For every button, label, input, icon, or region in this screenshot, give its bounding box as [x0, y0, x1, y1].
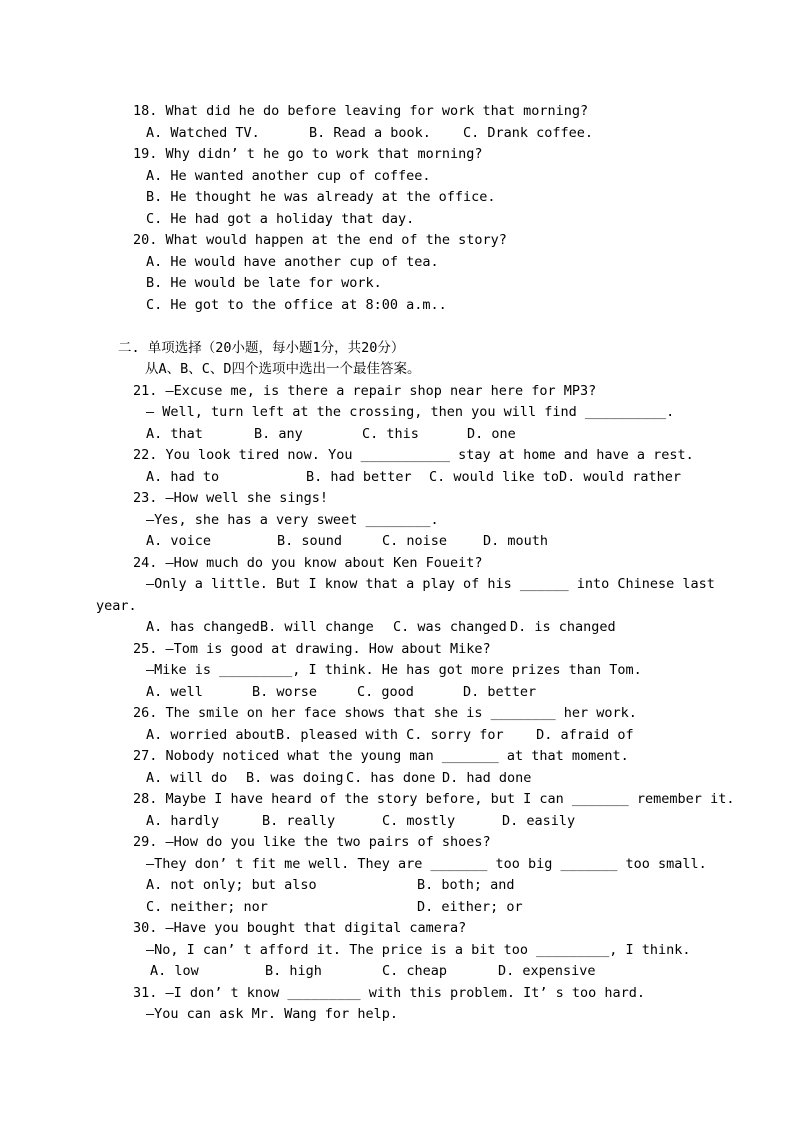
options-28-seg-1: B. really: [262, 812, 336, 829]
options-25-seg-0: A. well: [146, 683, 203, 700]
options-27-seg-0: A. will do: [146, 769, 228, 786]
options-24-seg-2: C. was changed: [393, 619, 507, 635]
question-23: 23. —How well she sings!: [133, 490, 329, 506]
options-25: [0, 682, 794, 704]
options-23-seg-0: A. voice: [146, 533, 212, 549]
question-27: 27. Nobody noticed what the young man _______ at that moment.: [133, 748, 629, 764]
question-26: 26. The smile on her face shows that she is ________ her work.: [133, 705, 637, 721]
option-20-c: C. He got to the office at 8:00 a.m..: [146, 296, 447, 313]
options-28-seg-3: D. easily: [502, 812, 576, 829]
options-28-seg-0: A. hardly: [146, 812, 220, 829]
options-29-row-1: [0, 875, 794, 897]
options-27: [0, 768, 794, 790]
options-21: [0, 424, 794, 446]
question-31: 31. —I don’ t know _________ with this problem. It’ s too hard.: [133, 984, 646, 1001]
question-21-reply: — Well, turn left at the crossing, then you will find __________.: [146, 404, 675, 420]
options-21-seg-0: A. that: [146, 425, 203, 442]
option-19-a: A. He wanted another cup of coffee.: [146, 167, 431, 184]
options-24: [0, 617, 794, 639]
question-31-reply: —You can ask Mr. Wang for help.: [146, 1006, 398, 1022]
question-20: 20. What would happen at the end of the story?: [133, 232, 507, 248]
options-24-seg-3: D. is changed: [510, 619, 616, 635]
options-29-row-1-seg-0: A. not only; but also: [146, 877, 317, 893]
options-23-seg-2: C. noise: [382, 533, 448, 549]
options-29-row-2-seg-1: D. either; or: [417, 898, 523, 915]
question-24-reply-wrap: year.: [96, 597, 137, 614]
question-30-reply: —No, I can’ t afford it. The price is a bit too _________, I think.: [146, 941, 691, 958]
options-18-seg-0: A. Watched TV.: [146, 124, 260, 141]
options-30-seg-2: C. cheap: [382, 963, 448, 979]
options-30-seg-1: B. high: [265, 963, 322, 979]
options-23-seg-3: D. mouth: [483, 533, 549, 549]
question-28: 28. Maybe I have heard of the story before, but I can _______ remember it.: [133, 791, 735, 807]
question-18: 18. What did he do before leaving for work that morning?: [133, 103, 589, 119]
question-22: 22. You look tired now. You ___________ stay at home and have a rest.: [133, 447, 694, 463]
options-25-seg-1: B. worse: [252, 683, 318, 700]
options-30: [0, 961, 794, 983]
options-26: A. worried aboutB. pleased with C. sorry for D. afraid of: [146, 726, 634, 743]
question-23-reply: —Yes, she has a very sweet ________.: [146, 511, 439, 528]
options-29-row-2: [0, 897, 794, 919]
question-25-reply: —Mike is _________, I think. He has got more prizes than Tom.: [146, 662, 642, 678]
section-2-heading: 二. 单项选择（20小题，每小题1分，共20分）: [118, 339, 405, 356]
options-22-seg-2: C. would like toD. would rather: [429, 468, 681, 485]
options-29-row-2-seg-0: C. neither; nor: [146, 898, 268, 915]
question-21: 21. —Excuse me, is there a repair shop near here for MP3?: [133, 382, 597, 399]
options-24-seg-1: B. will change: [260, 619, 374, 635]
options-18-seg-1: B. Read a book.: [309, 124, 431, 141]
options-29-row-1-seg-1: B. both; and: [417, 877, 515, 893]
options-18: [0, 123, 794, 145]
question-24-reply: —Only a little. But I know that a play of his ______ into Chinese last: [146, 576, 715, 592]
options-21-seg-3: D. one: [467, 425, 516, 442]
options-18-seg-2: C. Drank coffee.: [463, 124, 594, 141]
options-27-seg-3: D. had done: [442, 769, 532, 786]
option-20-a: A. He would have another cup of tea.: [146, 253, 439, 270]
option-20-b: B. He would be late for work.: [146, 275, 382, 291]
exam-text-lines: [0, 101, 794, 1026]
options-25-seg-3: D. better: [463, 683, 537, 700]
section-2-instruction: 从A、B、C、D四个选项中选出一个最佳答案。: [145, 361, 421, 377]
options-22: [0, 467, 794, 489]
question-25: 25. —Tom is good at drawing. How about Mike?: [133, 640, 491, 657]
options-23-seg-1: B. sound: [277, 533, 343, 549]
options-21-seg-2: C. this: [362, 425, 419, 442]
question-19: 19. Why didn’ t he go to work that morning?: [133, 146, 483, 162]
option-19-b: B. He thought he was already at the office.: [146, 189, 496, 205]
options-27-seg-2: C. has done: [346, 769, 436, 786]
options-21-seg-1: B. any: [254, 425, 303, 442]
options-23: [0, 531, 794, 553]
options-22-seg-0: A. had to: [146, 468, 220, 485]
question-29-reply: —They don’ t fit me well. They are _______ too big _______ too small.: [146, 855, 707, 872]
question-30: 30. —Have you bought that digital camera?: [133, 920, 467, 936]
options-28: [0, 811, 794, 833]
options-28-seg-2: C. mostly: [382, 812, 456, 829]
option-19-c: C. He had got a holiday that day.: [146, 210, 415, 227]
options-30-seg-0: A. low: [150, 963, 199, 979]
options-22-seg-1: B. had better: [306, 468, 412, 485]
options-27-seg-1: B. was doing: [246, 769, 344, 786]
options-25-seg-2: C. good: [357, 683, 414, 700]
question-29: 29. —How do you like the two pairs of shoes?: [133, 834, 491, 850]
options-24-seg-0: A. has changed: [146, 619, 260, 635]
options-30-seg-3: D. expensive: [498, 963, 596, 979]
question-24: 24. —How much do you know about Ken Foueit?: [133, 554, 483, 571]
blank-line: [0, 316, 794, 338]
